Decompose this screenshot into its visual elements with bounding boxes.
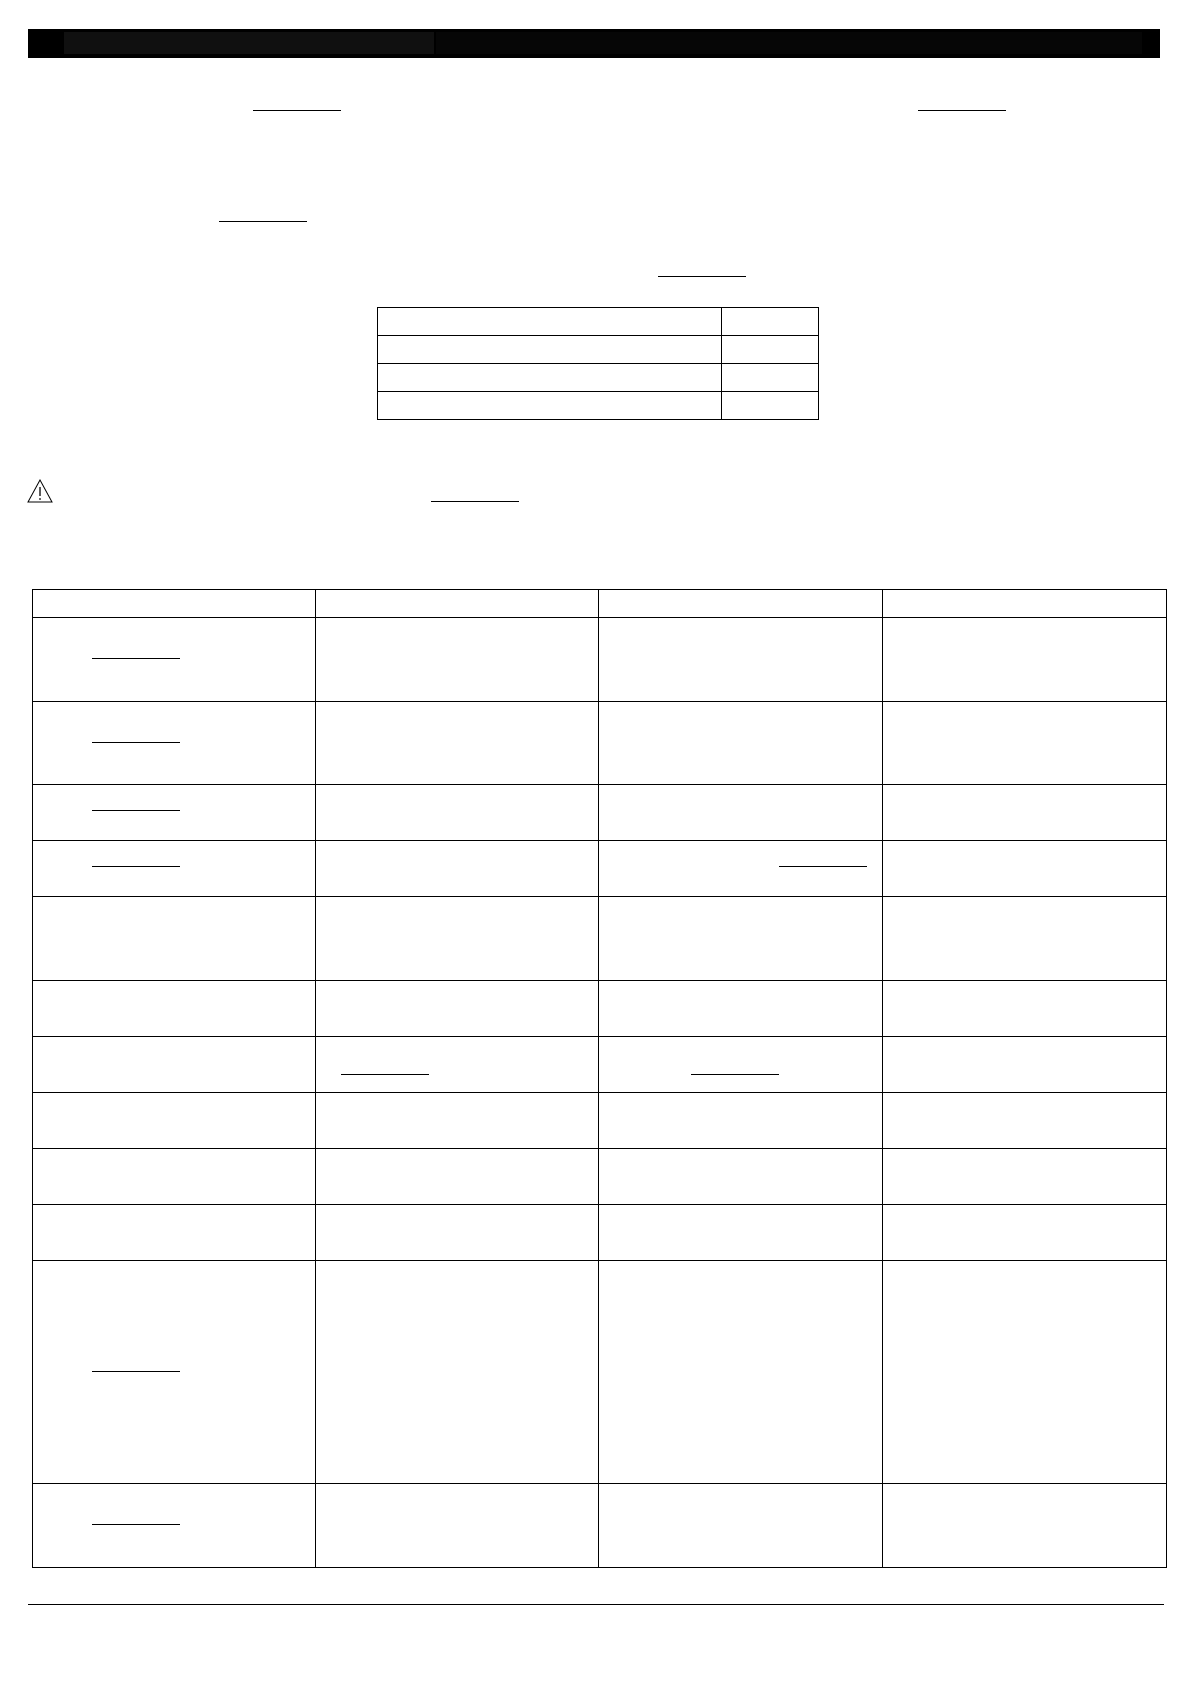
- blank-field: [92, 850, 180, 867]
- table-cell: [883, 1149, 1167, 1205]
- table-cell: [599, 841, 883, 897]
- table-cell: [316, 1484, 599, 1568]
- table-cell: [599, 785, 883, 841]
- table-cell: [316, 1037, 599, 1093]
- table-cell: [33, 897, 316, 981]
- table-cell: [883, 1484, 1167, 1568]
- table-row: [33, 1149, 1167, 1205]
- table-row: [378, 308, 819, 336]
- blank-field: [431, 485, 519, 502]
- blank-field: [658, 260, 746, 277]
- table-cell: [33, 1484, 316, 1568]
- table-header-row: [33, 590, 1167, 618]
- table-cell: [378, 392, 722, 420]
- table-cell: [722, 308, 819, 336]
- table-cell: [33, 785, 316, 841]
- main-table: [32, 589, 1167, 1568]
- table-row: [33, 1093, 1167, 1149]
- blank-field: [779, 850, 867, 867]
- table-row: [33, 897, 1167, 981]
- header-title-block: [64, 32, 434, 54]
- table-cell: [599, 1484, 883, 1568]
- blank-field: [92, 1355, 180, 1372]
- table-cell: [33, 1093, 316, 1149]
- header-bar: [28, 29, 1160, 58]
- table-cell: [722, 336, 819, 364]
- table-row: [378, 336, 819, 364]
- table-cell: [33, 1261, 316, 1484]
- blank-field: [918, 94, 1006, 111]
- table-cell: [883, 1205, 1167, 1261]
- table-row: [33, 1484, 1167, 1568]
- footer-text: [28, 1610, 1164, 1626]
- column-header: [316, 590, 599, 618]
- warning-triangle-icon: [27, 479, 53, 503]
- table-row: [378, 392, 819, 420]
- table-cell: [883, 1093, 1167, 1149]
- warning-text: [60, 485, 420, 501]
- table-row: [33, 1261, 1167, 1484]
- table-cell: [316, 841, 599, 897]
- table-cell: [599, 1261, 883, 1484]
- table-cell: [599, 981, 883, 1037]
- blank-field: [92, 642, 180, 659]
- blank-field: [691, 1058, 779, 1075]
- header-band: [436, 32, 1142, 54]
- table-cell: [883, 618, 1167, 702]
- summary-table: [377, 307, 819, 420]
- table-cell: [599, 1149, 883, 1205]
- table-cell: [883, 702, 1167, 785]
- table-cell: [378, 336, 722, 364]
- table-row: [33, 702, 1167, 785]
- table-cell: [316, 1261, 599, 1484]
- table-cell: [316, 897, 599, 981]
- table-cell: [378, 364, 722, 392]
- table-cell: [599, 618, 883, 702]
- table-cell: [316, 1205, 599, 1261]
- table-cell: [33, 981, 316, 1037]
- blank-field: [253, 94, 341, 111]
- table-cell: [883, 1261, 1167, 1484]
- table-cell: [33, 618, 316, 702]
- table-row: [33, 981, 1167, 1037]
- table-cell: [883, 841, 1167, 897]
- table-cell: [883, 897, 1167, 981]
- blank-field: [92, 726, 180, 743]
- table-cell: [599, 1037, 883, 1093]
- table-cell: [599, 897, 883, 981]
- table-cell: [883, 785, 1167, 841]
- table-cell: [599, 1093, 883, 1149]
- footer-rule: [28, 1604, 1164, 1605]
- table-cell: [316, 981, 599, 1037]
- table-cell: [33, 702, 316, 785]
- column-header: [883, 590, 1167, 618]
- table-cell: [378, 308, 722, 336]
- table-row: [33, 1037, 1167, 1093]
- blank-field: [341, 1058, 429, 1075]
- blank-field: [92, 1508, 180, 1525]
- table-cell: [316, 618, 599, 702]
- table-cell: [722, 392, 819, 420]
- blank-field: [92, 794, 180, 811]
- table-cell: [316, 702, 599, 785]
- table-cell: [883, 981, 1167, 1037]
- column-header: [33, 590, 316, 618]
- table-row: [33, 618, 1167, 702]
- table-row: [33, 841, 1167, 897]
- table-cell: [33, 841, 316, 897]
- table-row: [33, 1205, 1167, 1261]
- table-cell: [722, 364, 819, 392]
- table-cell: [316, 1149, 599, 1205]
- table-cell: [33, 1205, 316, 1261]
- table-cell: [316, 785, 599, 841]
- blank-field: [219, 205, 307, 222]
- table-cell: [883, 1037, 1167, 1093]
- table-cell: [316, 1093, 599, 1149]
- table-cell: [599, 702, 883, 785]
- table-cell: [33, 1037, 316, 1093]
- table-cell: [33, 1149, 316, 1205]
- table-cell: [599, 1205, 883, 1261]
- table-row: [378, 364, 819, 392]
- column-header: [599, 590, 883, 618]
- table-row: [33, 785, 1167, 841]
